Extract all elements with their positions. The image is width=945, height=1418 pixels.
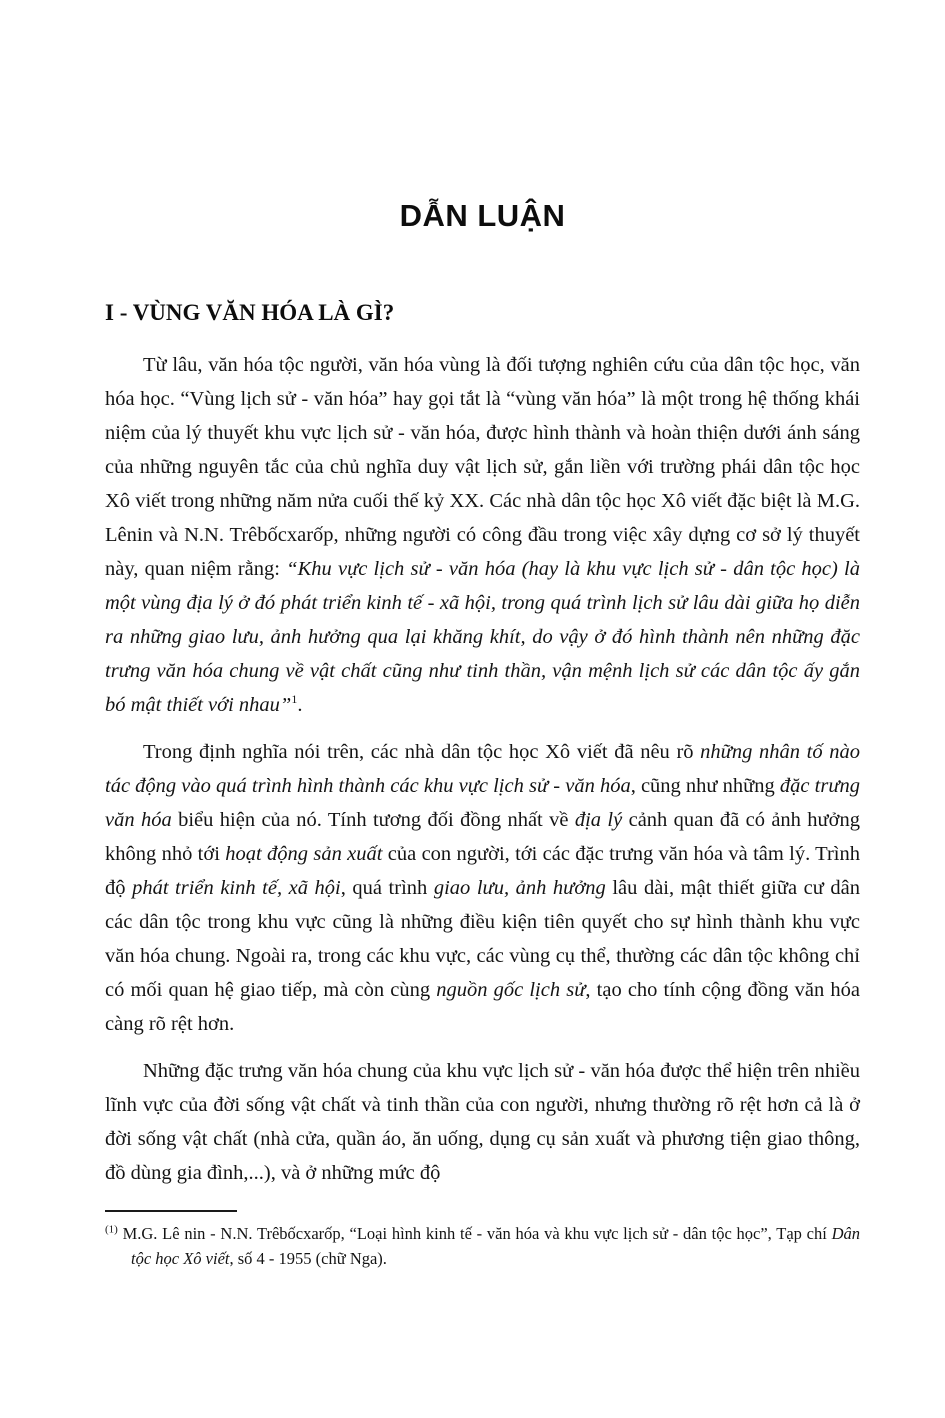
text-run: , quá trình [340, 877, 434, 899]
text-run: cảnh quan đã có ảnh hưởng không nhỏ tới [105, 809, 861, 865]
text-run: . [297, 694, 303, 716]
italic-run: Dân tộc học Xô viết [131, 1224, 860, 1268]
text-run: của con người, tới các đặc trưng văn hóa và tâm lý. Trình độ [105, 843, 860, 899]
text-run: lâu dài, mật thiết giữa cư dân các dân tộc trong khu vực cũng là những điều kiện tiên quyết cho sự hình thành khu vực văn hóa chung. Ngoài ra, trong các khu vực, các vùng cụ thể, thường các dân tộc không chỉ có mối quan hệ giao tiếp, mà còn cùng [105, 877, 860, 1001]
italic-run: phát triển kinh tế, xã hội [132, 877, 341, 899]
italic-run: đặc trưng văn hóa [105, 775, 861, 831]
footnote-divider [105, 1210, 237, 1212]
footnote-marker: 1 [291, 692, 298, 707]
text-run: Từ lâu, văn hóa tộc người, văn hóa vùng là đối tượng nghiên cứu của dân tộc học, văn hóa học. “Vùng lịch sử - văn hóa” hay gọi tắt là “vùng văn hóa” là một trong hệ thống khái niệm của lý thuyết khu vực lịch sử - văn hóa, được hình thành và hoàn thiện dưới ánh sáng của những nguyên tắc của chủ nghĩa duy vật lịch sử, gắn liền với trường phái dân tộc học Xô viết trong những năm nửa cuối thế kỷ XX. Các nhà dân tộc học Xô viết đặc biệt là M.G. Lênin và N.N. Trêbốcxarốp, những người có công đầu trong việc xây dựng cơ sở lý thuyết này, quan niệm rằng: [105, 354, 860, 580]
section-heading: I - VÙNG VĂN HÓA LÀ GÌ? [105, 300, 395, 325]
italic-run: những nhân tố nào tác động vào quá trình hình thành các khu vực lịch sử - văn hóa [105, 741, 860, 797]
italic-run: giao lưu, ảnh hưởng [433, 877, 606, 899]
italic-run: “Khu vực lịch sử - văn hóa (hay là khu vực lịch sử - dân tộc học) là một vùng địa lý ở đó phát triển kinh tế - xã hội, trong quá trình lịch sử lâu dài giữa họ diễn ra những giao lưu, ảnh hưởng qua lại khăng khít, do vậy ở đó hình thành nên những đặc trưng văn hóa chung về vật chất cũng như tinh thần, vận mệnh lịch sử các dân tộc ấy gắn bó mật thiết với nhau” [105, 558, 860, 716]
italic-run: hoạt động sản xuất [225, 843, 383, 865]
italic-run: địa lý [574, 809, 623, 831]
text-run: M.G. Lê nin - N.N. Trêbốcxarốp, “Loại hình kinh tế - văn hóa và khu vực lịch sử - dân tộc học”, Tạp chí [117, 1224, 832, 1243]
text-run: , tạo cho tính cộng đồng văn hóa càng rõ rệt hơn. [105, 979, 860, 1035]
paragraph [105, 735, 860, 1041]
text-run: Trong định nghĩa nói trên, các nhà dân tộc học Xô viết đã nêu rõ [143, 741, 701, 763]
italic-run: nguồn gốc lịch sử [436, 979, 586, 1001]
paragraph [105, 348, 860, 722]
paragraph [105, 1054, 860, 1190]
footnote [105, 1221, 860, 1271]
page-title: DẪN LUẬN [399, 198, 566, 233]
text-run: , cũng như những [630, 775, 780, 797]
footnote-marker: (1) [105, 1223, 118, 1236]
body-paragraphs [105, 348, 860, 1190]
text-run: Những đặc trưng văn hóa chung của khu vực lịch sử - văn hóa được thể hiện trên nhiều lĩnh vực của đời sống vật chất và tinh thần của con người, nhưng thường rõ rệt hơn cả là ở đời sống vật chất (nhà cửa, quần áo, ăn uống, dụng cụ sản xuất và phương tiện giao thông, đồ dùng gia đình,...), và ở những mức độ [105, 1060, 860, 1184]
text-run: , số 4 - 1955 (chữ Nga). [229, 1249, 387, 1268]
text-run: biểu hiện của nó. Tính tương đối đồng nhất về [171, 809, 575, 831]
